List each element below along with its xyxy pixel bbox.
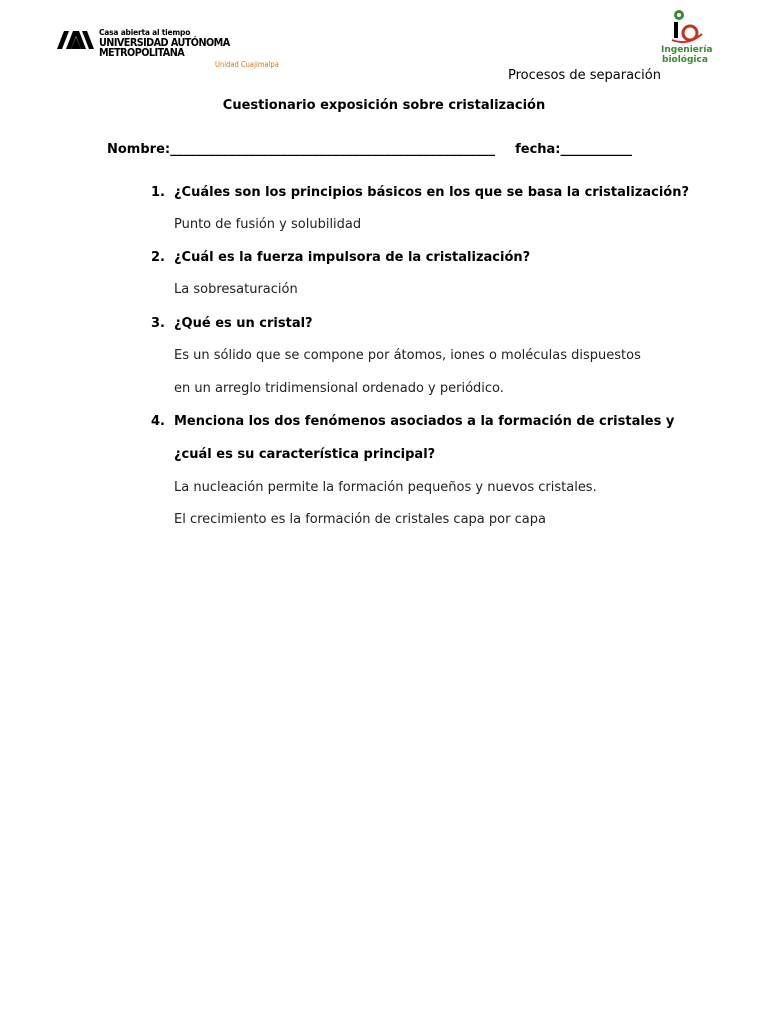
uam-unit: Unidad Cuajimalpa xyxy=(215,59,279,69)
answer-4-line-1: La nucleación permite la formación pequeños y nuevos cristales. xyxy=(174,480,597,495)
name-field: Nombre:__________________________________________________ xyxy=(107,142,496,157)
question-2 xyxy=(151,250,530,265)
answer-2-line-1: La sobresaturación xyxy=(174,282,298,297)
question-number: 4. xyxy=(151,414,165,429)
answer-1-line-1: Punto de fusión y solubilidad xyxy=(174,217,362,232)
question-4 xyxy=(151,414,674,429)
question-4-continuation: ¿cuál es su característica principal? xyxy=(174,447,436,462)
uam-name: UNIVERSIDAD AUTÓNOMA METROPOLITANA xyxy=(99,36,230,59)
answer-3-line-1: Es un sólido que se compone por átomos, iones o moléculas dispuestos xyxy=(174,348,641,363)
ib-line2: biológica xyxy=(662,55,708,65)
question-number: 2. xyxy=(151,250,165,265)
question-text: Menciona los dos fenómenos asociados a la formación de cristales y xyxy=(174,414,675,429)
date-field: fecha:___________ xyxy=(515,142,632,157)
question-text: ¿Cuál es la fuerza impulsora de la cristalización? xyxy=(174,250,531,265)
ib-line1: Ingeniería xyxy=(661,45,713,55)
ingenieria-biologica-logo xyxy=(650,8,720,68)
form-fields xyxy=(107,142,632,157)
uam-emblem-icon xyxy=(57,31,95,49)
question-1 xyxy=(151,185,689,200)
answer-4-line-2: El crecimiento es la formación de cristales capa por capa xyxy=(174,512,546,527)
ib-emblem-icon xyxy=(650,8,720,68)
answer-3-line-2: en un arreglo tridimensional ordenado y periódico. xyxy=(174,381,504,396)
question-number: 3. xyxy=(151,316,165,331)
uam-logo xyxy=(57,28,297,69)
question-text: ¿Qué es un cristal? xyxy=(174,316,313,331)
course-name: Procesos de separación xyxy=(507,68,661,83)
page-title: Cuestionario exposición sobre cristalización xyxy=(222,98,546,113)
question-number: 1. xyxy=(151,185,165,200)
uam-tagline: Casa abierta al tiempo xyxy=(99,28,191,37)
question-text: ¿Cuáles son los principios básicos en los que se basa la cristalización? xyxy=(174,185,690,200)
question-3 xyxy=(151,316,313,331)
